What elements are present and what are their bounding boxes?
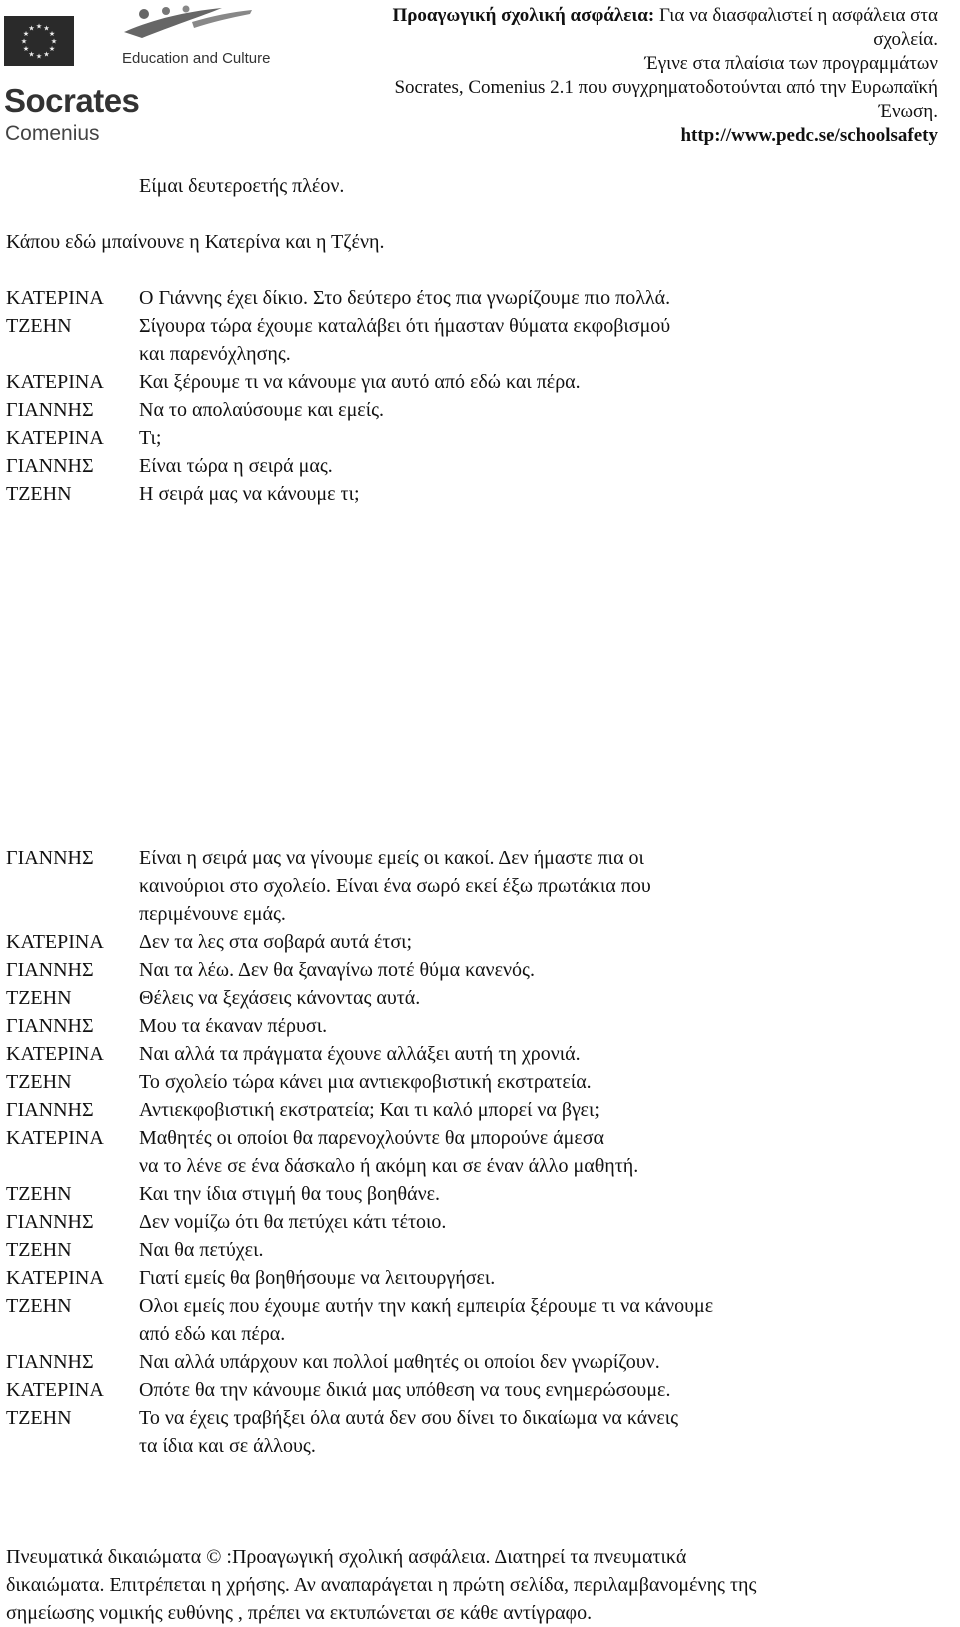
dialogue-line [6, 844, 946, 872]
dialogue-line [6, 368, 946, 396]
speaker-name: ΓΙΑΝΝΗΣ [6, 455, 94, 477]
eu-star: ★ [43, 24, 50, 33]
speaker-name: ΓΙΑΝΝΗΣ [6, 847, 94, 869]
dialogue-line [6, 284, 946, 312]
dialogue-line [6, 1264, 946, 1292]
speaker-name: ΓΙΑΝΝΗΣ [6, 1015, 94, 1037]
speech-text: Οπότε θα την κάνουμε δικιά μας υπόθεση να τους ενημερώσουμε. [139, 1379, 671, 1401]
speaker-name [6, 900, 139, 928]
speaker-name: ΤΖΕΗΝ [6, 1407, 72, 1429]
speaker-name: ΚΑΤΕΡΙΝΑ [6, 287, 104, 309]
eu-star: ★ [22, 45, 30, 53]
speaker-name: ΤΖΕΗΝ [6, 315, 72, 337]
dialogue-line [6, 956, 946, 984]
eu-star: ★ [20, 37, 28, 46]
stage-direction: Κάπου εδώ μπαίνουνε η Κατερίνα και η Τζένη. [6, 231, 385, 253]
speech-text: Μαθητές οι οποίοι θα παρενοχλούντε θα μπορούνε άμεσα [139, 1127, 604, 1149]
ec-label: Education and Culture [122, 50, 271, 67]
dialogue-line [6, 1320, 946, 1348]
speech-text: Μου τα έκαναν πέρυσι. [139, 1015, 328, 1037]
eu-star: ★ [28, 50, 35, 59]
dialogue-line [6, 1124, 946, 1152]
eu-star: ★ [35, 52, 43, 61]
speaker-name: ΓΙΑΝΝΗΣ [6, 1099, 94, 1121]
dialogue-line [6, 312, 946, 340]
dialogue-block-first [6, 284, 946, 508]
intro-line: Είμαι δευτεροετής πλέον. [139, 175, 345, 197]
dialogue-line [6, 424, 946, 452]
page-header [0, 0, 960, 160]
speaker-name [6, 1432, 139, 1460]
dialogue-line [6, 1208, 946, 1236]
speech-text: Ναι αλλά υπάρχουν και πολλοί μαθητές οι οποίοι δεν γνωρίζουν. [139, 1351, 660, 1373]
eu-flag-icon [4, 16, 74, 66]
speaker-name [6, 1320, 139, 1348]
speaker-name [6, 340, 139, 368]
dialogue-line [6, 1236, 946, 1264]
header-line3: Socrates, Comenius 2.1 που συγχρηματοδοτούνται από την Ευρωπαϊκή Ένωση. [394, 77, 938, 122]
speaker-name: ΓΙΑΝΝΗΣ [6, 399, 94, 421]
speaker-name: ΚΑΤΕΡΙΝΑ [6, 1127, 104, 1149]
header-title-bold: Προαγωγική σχολική ασφάλεια: [392, 5, 655, 26]
speech-text: Γιατί εμείς θα βοηθήσουμε να λειτουργήσει. [139, 1267, 496, 1289]
speaker-name: ΤΖΕΗΝ [6, 1295, 72, 1317]
dialogue-line [6, 1040, 946, 1068]
speaker-name: ΚΑΤΕΡΙΝΑ [6, 1267, 104, 1289]
speech-text: Είναι τώρα η σειρά μας. [139, 455, 333, 477]
speech-text: Και την ίδια στιγμή θα τους βοηθάνε. [139, 1183, 441, 1205]
dialogue-line [6, 1096, 946, 1124]
copyright-line-1: Πνευματικά δικαιώματα © :Προαγωγική σχολική ασφάλεια. Διατηρεί τα πνευματικά [6, 1546, 687, 1568]
speaker-name [6, 872, 139, 900]
speaker-name [6, 1152, 139, 1180]
dialogue-line [6, 1376, 946, 1404]
speech-text: από εδώ και πέρα. [139, 1323, 286, 1345]
dialogue-line [6, 1404, 946, 1432]
speech-text: να το λένε σε ένα δάσκαλο ή ακόμη και σε έναν άλλο μαθητή. [139, 1155, 639, 1177]
speech-text: Ναι τα λέω. Δεν θα ξαναγίνω ποτέ θύμα κανενός. [139, 959, 535, 981]
dialogue-line [6, 900, 946, 928]
dialogue-line [6, 928, 946, 956]
dialogue-line [6, 984, 946, 1012]
speech-text: Σίγουρα τώρα έχουμε καταλάβει ότι ήμασταν θύματα εκφοβισμού [139, 315, 671, 337]
program-sub: Comenius [5, 122, 100, 145]
dialogue-line [6, 1180, 946, 1208]
speaker-name: ΤΖΕΗΝ [6, 1183, 72, 1205]
speaker-name: ΓΙΑΝΝΗΣ [6, 959, 94, 981]
speech-text: Αντιεκφοβιστική εκστρατεία; Και τι καλό μπορεί να βγει; [139, 1099, 600, 1121]
dialogue-line [6, 1432, 946, 1460]
dialogue-line [6, 452, 946, 480]
speaker-name: ΚΑΤΕΡΙΝΑ [6, 427, 104, 449]
speech-text: Να το απολαύσουμε και εμείς. [139, 399, 384, 421]
eu-star: ★ [35, 22, 43, 31]
dialogue-line [6, 1068, 946, 1096]
people-swoosh-icon [122, 2, 262, 42]
eu-star: ★ [50, 37, 58, 46]
speech-text: Δεν νομίζω ότι θα πετύχει κάτι τέτοιο. [139, 1211, 447, 1233]
speech-text: περιμένουνε εμάς. [139, 903, 286, 925]
speech-text: Η σειρά μας να κάνουμε τι; [139, 483, 360, 505]
speech-text: Θέλεις να ξεχάσεις κάνοντας αυτά. [139, 987, 421, 1009]
speech-text: Ολοι εμείς που έχουμε αυτήν την κακή εμπειρία ξέρουμε τι να κάνουμε [139, 1295, 714, 1317]
dialogue-line [6, 1348, 946, 1376]
dialogue-line [6, 1152, 946, 1180]
header-project-info [338, 4, 938, 148]
speaker-name: ΤΖΕΗΝ [6, 1239, 72, 1261]
speech-text: καινούριοι στο σχολείο. Είναι ένα σωρό εκεί έξω πρωτάκια που [139, 875, 651, 897]
dialogue-line [6, 872, 946, 900]
speaker-name: ΚΑΤΕΡΙΝΑ [6, 1379, 104, 1401]
speech-text: Ναι θα πετύχει. [139, 1239, 264, 1261]
dialogue-line [6, 1292, 946, 1320]
dialogue-line [6, 340, 946, 368]
speaker-name: ΤΖΕΗΝ [6, 987, 72, 1009]
speech-text: Και ξέρουμε τι να κάνουμε για αυτό από εδώ και πέρα. [139, 371, 581, 393]
eu-star: ★ [43, 50, 50, 59]
eu-star: ★ [48, 30, 56, 38]
speaker-name: ΚΑΤΕΡΙΝΑ [6, 931, 104, 953]
dialogue-line [6, 480, 946, 508]
eu-star: ★ [48, 45, 56, 53]
speaker-name: ΓΙΑΝΝΗΣ [6, 1351, 94, 1373]
copyright-notice [6, 1543, 956, 1627]
program-name: Socrates [4, 82, 140, 119]
dialogue-line [6, 396, 946, 424]
header-title-rest: Για να διασφαλιστεί η ασφάλεια στα σχολεία. [654, 5, 938, 50]
speech-text: Το σχολείο τώρα κάνει μια αντιεκφοβιστική εκστρατεία. [139, 1071, 592, 1093]
speech-text: Ο Γιάννης έχει δίκιο. Στο δεύτερο έτος πια γνωρίζουμε πιο πολλά. [139, 287, 671, 309]
speech-text: τα ίδια και σε άλλους. [139, 1435, 316, 1457]
header-title-line [338, 4, 938, 52]
speech-text: Το να έχεις τραβήξει όλα αυτά δεν σου δίνει το δικαίωμα να κάνεις [139, 1407, 679, 1429]
header-line2: Έγινε στα πλαίσια των προγραμμάτων [644, 53, 938, 74]
speaker-name: ΤΖΕΗΝ [6, 1071, 72, 1093]
speech-text: Είναι η σειρά μας να γίνουμε εμείς οι κακοί. Δεν ήμαστε πια οι [139, 847, 644, 869]
header-url[interactable]: http://www.pedc.se/schoolsafety [680, 125, 938, 146]
speaker-name: ΚΑΤΕΡΙΝΑ [6, 371, 104, 393]
copyright-line-2: δικαιώματα. Επιτρέπεται η χρήσης. Αν αναπαράγεται η πρώτη σελίδα, περιλαμβανομένης της [6, 1574, 757, 1596]
speaker-name: ΤΖΕΗΝ [6, 483, 72, 505]
speech-text: Ναι αλλά τα πράγματα έχουνε αλλάξει αυτή τη χρονιά. [139, 1043, 581, 1065]
speech-text: Δεν τα λες στα σοβαρά αυτά έτσι; [139, 931, 413, 953]
dialogue-block-second [6, 844, 946, 1460]
speaker-name: ΚΑΤΕΡΙΝΑ [6, 1043, 104, 1065]
dialogue-line [6, 1012, 946, 1040]
eu-star: ★ [22, 30, 30, 38]
copyright-line-3: σημείωσης νομικής ευθύνης , πρέπει να εκτυπώνεται σε κάθε αντίγραφο. [6, 1602, 593, 1624]
speech-text: και παρενόχλησης. [139, 343, 291, 365]
eu-star: ★ [28, 24, 35, 33]
speech-text: Τι; [139, 427, 162, 449]
speaker-name: ΓΙΑΝΝΗΣ [6, 1211, 94, 1233]
